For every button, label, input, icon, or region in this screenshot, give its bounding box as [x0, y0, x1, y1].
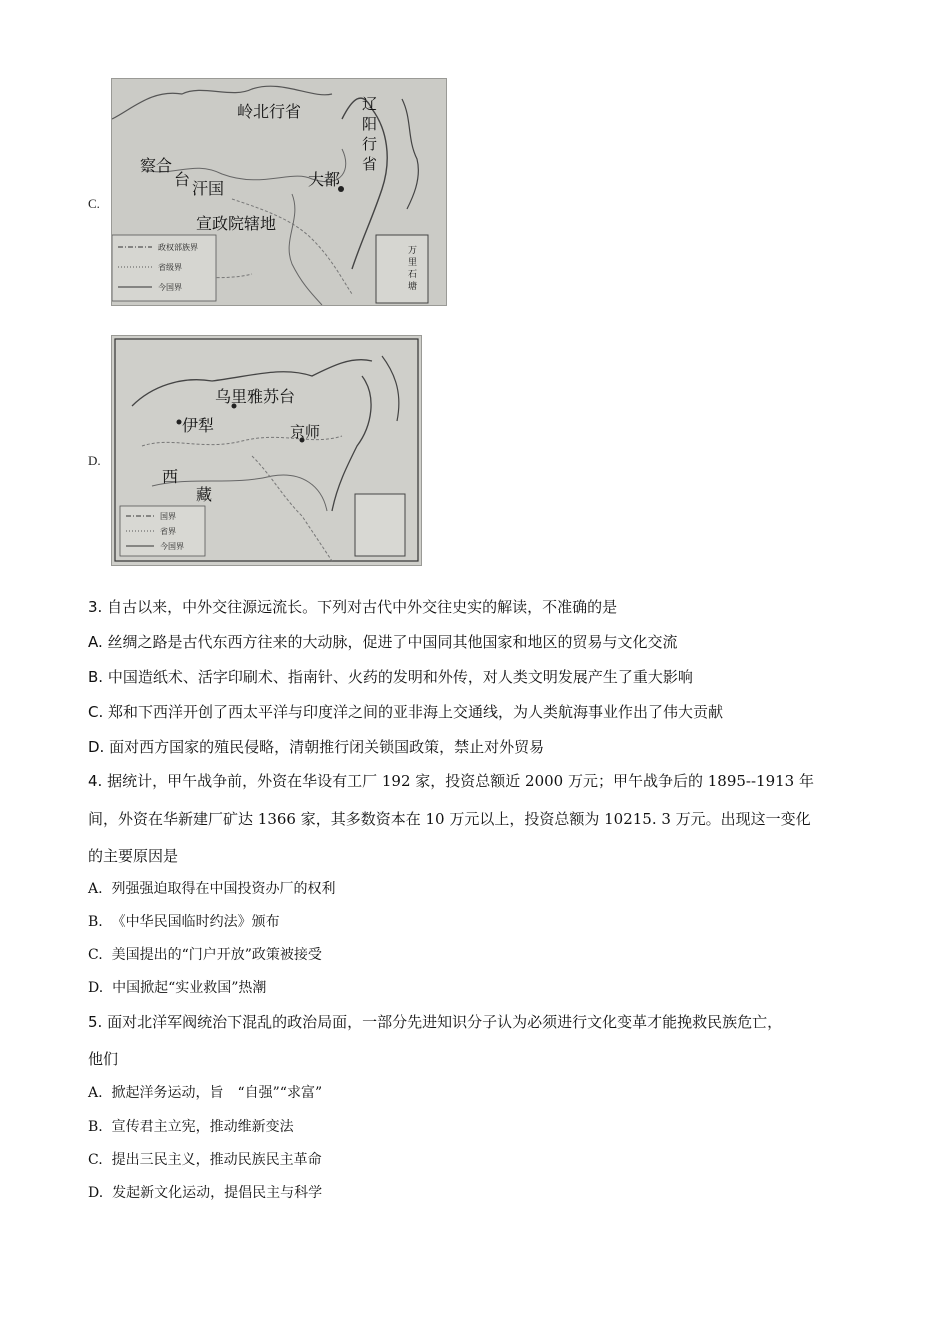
svg-text:台: 台 — [174, 170, 191, 189]
q4-stem-line1 — [88, 770, 814, 791]
option-c-label: C. — [88, 196, 100, 211]
q3-option-c-letter: C. — [88, 703, 104, 721]
svg-text:里: 里 — [408, 258, 418, 268]
q4-stem-line3: 的主要原因是 — [88, 847, 179, 865]
q4-option-a — [88, 878, 335, 898]
q5-option-c-letter: C. — [88, 1152, 103, 1168]
q4-option-b-text: 《中华民国临时约法》颁布 — [111, 914, 280, 930]
q4-option-a-text: 列强强迫取得在中国投资办厂的权利 — [111, 881, 336, 897]
place-lingbei: 岭北行省 — [237, 102, 302, 121]
svg-text:今国界: 今国界 — [158, 283, 182, 292]
svg-text:省级界: 省级界 — [158, 263, 182, 272]
map-c-graphic — [112, 79, 446, 305]
svg-text:藏: 藏 — [196, 485, 213, 504]
q3-option-d-text: 面对西方国家的殖民侵略，清朝推行闭关锁国政策，禁止对外贸易 — [109, 738, 545, 756]
q5-option-b-letter: B. — [88, 1119, 103, 1135]
q3-option-b-text: 中国造纸术、活字印刷术、指南针、火药的发明和外传，对人类文明发展产生了重大影响 — [107, 668, 693, 686]
place-dadu: 大都 — [308, 170, 341, 189]
svg-text:万: 万 — [408, 246, 418, 256]
place-xizang: 西 — [162, 467, 179, 486]
q5-option-a-letter: A. — [88, 1085, 103, 1101]
svg-text:政权部族界: 政权部族界 — [158, 243, 198, 252]
map-d-qing-dynasty — [111, 335, 422, 566]
svg-text:石: 石 — [408, 270, 418, 280]
place-chagatai: 察合 — [140, 156, 173, 175]
q3-option-d-letter: D. — [88, 738, 105, 756]
place-jingshi: 京师 — [290, 423, 321, 441]
q3-option-c — [88, 701, 723, 722]
place-liaoyang: 辽 — [362, 95, 378, 113]
q5-stem-line1 — [88, 1011, 782, 1032]
q4-stem-text-1: 据统计，甲午战争前，外资在华设有工厂 192 家，投资总额近 2000 万元；甲午战争后的 1895--1913 年 — [107, 772, 814, 790]
q4-option-b — [88, 911, 280, 931]
q4-option-a-letter: A. — [88, 881, 103, 897]
q4-option-c-letter: C. — [88, 947, 103, 963]
q3-option-d — [88, 736, 544, 757]
q4-option-d — [88, 977, 266, 997]
svg-text:省: 省 — [362, 155, 378, 173]
q5-option-b — [88, 1116, 294, 1136]
q3-option-b — [88, 666, 693, 687]
q5-option-c-text: 提出三民主义，推动民族民主革命 — [111, 1152, 322, 1168]
place-xuanzheng: 宣政院辖地 — [196, 214, 277, 233]
svg-text:汗国: 汗国 — [192, 179, 225, 198]
q5-option-b-text: 宣传君主立宪，推动维新变法 — [111, 1119, 294, 1135]
q5-option-d-text: 发起新文化运动，提倡民主与科学 — [112, 1185, 323, 1201]
option-d-label: D. — [88, 453, 101, 468]
q4-option-d-text: 中国掀起“实业救国”热潮 — [112, 980, 267, 996]
place-uliastai: 乌里雅苏台 — [215, 387, 296, 406]
place-yili: 伊犁 — [182, 416, 215, 435]
q3-option-a — [88, 631, 678, 652]
map-c-yuan-dynasty — [111, 78, 447, 306]
q5-stem-line2: 他们 — [88, 1050, 119, 1068]
q4-stem-line2: 间，外资在华新建厂矿达 1366 家，其多数资本在 10 万元以上，投资总额为 10215. 3 万元。出现这一变化 — [88, 810, 811, 828]
q4-number: 4. — [88, 772, 103, 790]
q5-number: 5. — [88, 1013, 103, 1031]
q3-option-c-text: 郑和下西洋开创了西太平洋与印度洋之间的亚非海上交通线，为人类航海事业作出了伟大贡献 — [108, 703, 724, 721]
svg-text:省界: 省界 — [160, 527, 176, 536]
q5-option-d — [88, 1182, 322, 1202]
svg-text:国界: 国界 — [160, 512, 176, 521]
q5-option-d-letter: D. — [88, 1185, 104, 1201]
svg-text:行: 行 — [362, 135, 378, 153]
svg-text:阳: 阳 — [362, 115, 378, 133]
q4-option-b-letter: B. — [88, 914, 103, 930]
q5-option-a-text: 掀起洋务运动，旨 “自强”“求富” — [111, 1085, 323, 1101]
q4-option-d-letter: D. — [88, 980, 104, 996]
q4-option-c-text: 美国提出的“门户开放”政策被接受 — [111, 947, 322, 963]
q5-stem-text-1: 面对北洋军阀统治下混乱的政治局面，一部分先进知识分子认为必须进行文化变革才能挽救民族危亡， — [107, 1013, 783, 1031]
q4-option-c — [88, 944, 322, 964]
q5-option-a — [88, 1082, 322, 1102]
q3-number: 3. — [88, 598, 103, 616]
q5-option-c — [88, 1149, 322, 1169]
q3-stem-text: 自古以来，中外交往源远流长。下列对古代中外交往史实的解读，不准确的是 — [107, 598, 618, 616]
q3-option-b-letter: B. — [88, 668, 104, 686]
map-d-graphic — [112, 336, 421, 565]
q3-option-a-text: 丝绸之路是古代东西方往来的大动脉，促进了中国同其他国家和地区的贸易与文化交流 — [107, 633, 678, 651]
svg-text:今国界: 今国界 — [160, 542, 184, 551]
q3-stem — [88, 596, 617, 617]
svg-text:塘: 塘 — [408, 282, 418, 292]
q3-option-a-letter: A. — [88, 633, 103, 651]
